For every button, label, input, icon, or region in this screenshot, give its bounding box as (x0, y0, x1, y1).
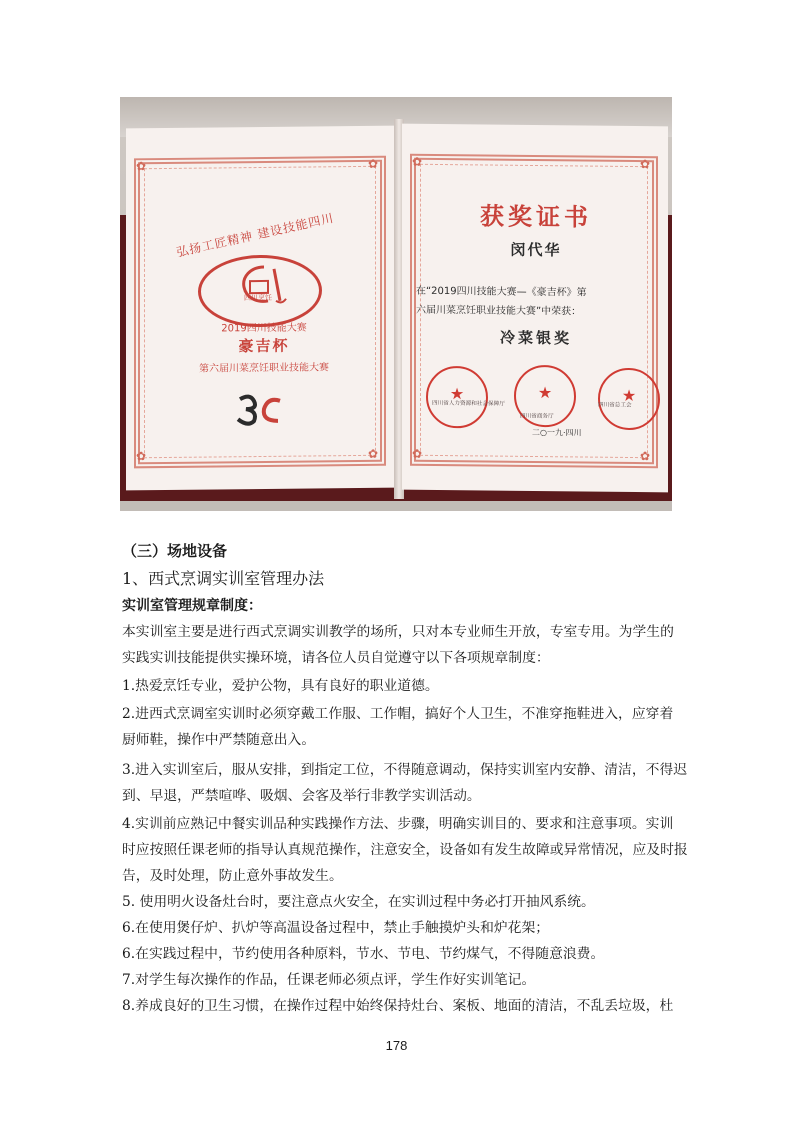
sub-heading: 1、西式烹调实训室管理办法 (122, 569, 325, 588)
star-icon: ★ (449, 384, 465, 404)
certificate-body (416, 282, 668, 323)
corner-ornament-icon: ✿ (368, 446, 379, 461)
certificate-photo (120, 97, 672, 511)
certificate-right-page (402, 124, 668, 493)
body-line: 2.进西式烹调室实训时必须穿戴工作服、工作帽，搞好个人卫生，不准穿拖鞋进入，应穿着 (122, 706, 674, 722)
corner-ornament-icon: ✿ (368, 156, 379, 171)
emblem-icon (232, 391, 292, 428)
corner-ornament-icon: ✿ (412, 154, 423, 169)
body-line: 7.对学生每次操作的作品，任课老师必须点评，学生作好实训笔记。 (122, 972, 536, 988)
body-line: 6.在实践过程中，节约使用各种原料，节水、节电、节约煤气，不得随意浪费。 (122, 946, 605, 962)
body-line: 5. 使用明火设备灶台时，要注意点火安全，在实训过程中务必打开抽风系统。 (122, 894, 595, 910)
rules-title: 实训室管理规章制度： (122, 598, 262, 614)
certificate-date: 二○一九·四川 (532, 427, 582, 438)
body-line: 8.养成良好的卫生习惯，在操作过程中始终保持灶台、案板、地面的清洁，不乱丢垃圾，杜 (122, 998, 674, 1014)
corner-ornament-icon: ✿ (640, 449, 651, 464)
logo-caption: 四川烹饪 (244, 293, 272, 303)
recipient-name: 闵代华 (510, 240, 562, 260)
star-icon: ★ (537, 383, 553, 403)
body-line: 厨师鞋，操作中严禁随意出入。 (122, 732, 316, 748)
arc-slogan: 弘扬工匠精神 建设技能四川 (175, 210, 336, 260)
seal-caption: 四川省总工会 (598, 401, 632, 409)
corner-ornament-icon: ✿ (412, 446, 423, 461)
body-line: 3.进入实训室后，服从安排，到指定工位，不得随意调动，保持实训室内安静、清洁，不得迟 (122, 762, 688, 778)
body-line: 本实训室主要是进行西式烹调实训教学的场所，只对本专业师生开放，专室专用。为学生的 (122, 624, 674, 640)
official-seal (598, 368, 660, 431)
section-heading: （三）场地设备 (122, 542, 228, 560)
star-icon: ★ (621, 385, 637, 406)
body-line: 1.热爱烹饪专业，爱护公物，具有良好的职业道德。 (122, 678, 439, 694)
competition-year: 2019四川技能大赛 (221, 322, 307, 335)
corner-ornament-icon: ✿ (136, 159, 147, 174)
official-seal (426, 366, 488, 429)
body-line: 到、早退，严禁喧哗、吸烟、会客及举行非教学实训活动。 (122, 788, 481, 804)
certificate-left-page (126, 126, 396, 491)
seal-caption: 四川省人力资源和社会保障厅 (432, 399, 505, 407)
certificate-body-line: 在“2019四川技能大赛—《豪吉杯》第 (416, 285, 587, 299)
body-line: 告，及时处理，防止意外事故发生。 (122, 868, 343, 884)
seal-caption: 四川省商务厅 (520, 412, 554, 420)
corner-ornament-icon: ✿ (136, 449, 147, 464)
page-number: 178 (385, 1038, 408, 1053)
corner-ornament-icon: ✿ (640, 157, 651, 172)
body-line: 实践实训技能提供实操环境，请各位人员自觉遵守以下各项规章制度： (122, 650, 550, 666)
award-name: 冷菜银奖 (499, 328, 572, 348)
competition-name: 第六届川菜烹饪职业技能大赛 (199, 362, 329, 375)
competition-cup: 豪吉杯 (238, 336, 290, 356)
body-line: 4.实训前应熟记中餐实训品种实践操作方法、步骤，明确实训目的、要求和注意事项。实训 (122, 816, 674, 832)
certificate-body-line: 六届川菜烹饪职业技能大赛”中荣获： (416, 304, 582, 318)
body-line: 6.在使用煲仔炉、扒炉等高温设备过程中，禁止手触摸炉头和炉花架； (122, 920, 550, 936)
body-line: 时应按照任课老师的指导认真规范操作，注意安全，设备如有发生故障或异常情况，应及时报 (122, 842, 688, 858)
certificate-title: 获奖证书 (480, 201, 592, 232)
